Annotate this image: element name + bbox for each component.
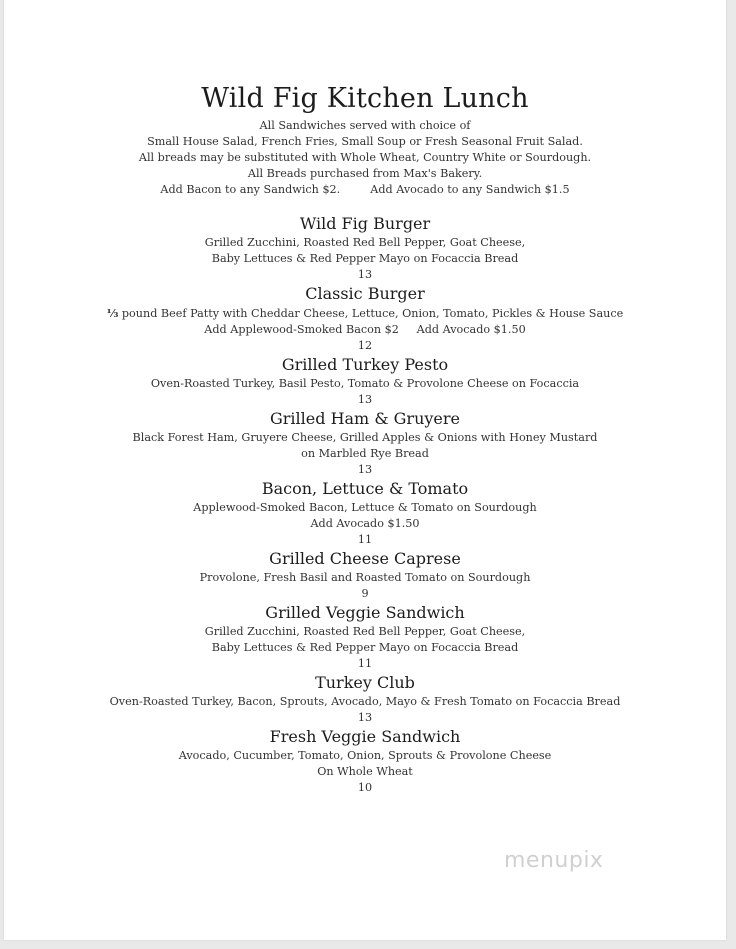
item-price: 13 bbox=[357, 711, 373, 724]
item-price: 11 bbox=[357, 533, 373, 546]
item-description: Grilled Zucchini, Roasted Red Bell Pepper, Goat Cheese, bbox=[204, 625, 526, 638]
menu-items bbox=[4, 214, 726, 796]
page-title: Wild Fig Kitchen Lunch bbox=[201, 83, 529, 114]
item-description: Oven-Roasted Turkey, Bacon, Sprouts, Avocado, Mayo & Fresh Tomato on Focaccia Bread bbox=[109, 695, 621, 708]
item-price: 13 bbox=[357, 393, 373, 406]
menu-page bbox=[4, 0, 726, 940]
item-name: Turkey Club bbox=[315, 673, 415, 692]
intro-line: Small House Salad, French Fries, Small Soup or Fresh Seasonal Fruit Salad. bbox=[147, 135, 583, 148]
addon-bacon: Add Bacon to any Sandwich $2. bbox=[160, 183, 341, 196]
item-name: Grilled Cheese Caprese bbox=[269, 549, 461, 568]
intro-text bbox=[4, 118, 726, 198]
item-description: On Whole Wheat bbox=[317, 765, 413, 778]
item-description: Baby Lettuces & Red Pepper Mayo on Focaccia Bread bbox=[211, 252, 519, 265]
menu-item bbox=[4, 673, 726, 726]
addon-avocado: Add Avocado to any Sandwich $1.5 bbox=[370, 183, 570, 196]
item-description: Applewood-Smoked Bacon, Lettuce & Tomato on Sourdough bbox=[193, 501, 537, 514]
menupix-watermark: menupix bbox=[504, 848, 604, 873]
item-price: 12 bbox=[357, 339, 373, 352]
menu-item bbox=[4, 727, 726, 796]
menu-item bbox=[4, 284, 726, 354]
fraction-glyph: ⅓ bbox=[106, 306, 119, 320]
item-price: 11 bbox=[357, 657, 373, 670]
menu-item bbox=[4, 214, 726, 283]
menu-item bbox=[4, 479, 726, 548]
item-description: Avocado, Cucumber, Tomato, Onion, Sprouts & Provolone Cheese bbox=[178, 749, 552, 762]
item-description: Baby Lettuces & Red Pepper Mayo on Focaccia Bread bbox=[211, 641, 519, 654]
item-name: Grilled Turkey Pesto bbox=[281, 355, 449, 374]
item-name: Grilled Ham & Gruyere bbox=[269, 409, 460, 428]
item-name: Wild Fig Burger bbox=[299, 214, 431, 233]
item-name: Classic Burger bbox=[305, 284, 425, 303]
item-price: 10 bbox=[357, 781, 373, 794]
item-price: 9 bbox=[361, 587, 369, 600]
item-description: Black Forest Ham, Gruyere Cheese, Grilled Apples & Onions with Honey Mustard bbox=[132, 431, 598, 444]
intro-addons bbox=[4, 182, 726, 198]
menu-content bbox=[4, 82, 726, 796]
menu-item bbox=[4, 409, 726, 478]
item-price: 13 bbox=[357, 463, 373, 476]
intro-line: All Breads purchased from Max's Bakery. bbox=[247, 167, 483, 180]
menu-item bbox=[4, 549, 726, 602]
intro-line: All breads may be substituted with Whole Wheat, Country White or Sourdough. bbox=[138, 151, 592, 164]
menu-item bbox=[4, 603, 726, 672]
item-price: 13 bbox=[357, 268, 373, 281]
item-description: Provolone, Fresh Basil and Roasted Tomato on Sourdough bbox=[199, 571, 531, 584]
menu-item bbox=[4, 355, 726, 408]
item-description: Oven-Roasted Turkey, Basil Pesto, Tomato & Provolone Cheese on Focaccia bbox=[150, 377, 580, 390]
item-description: on Marbled Rye Bread bbox=[301, 447, 429, 460]
item-description: Add Avocado $1.50 bbox=[310, 517, 420, 530]
intro-line: All Sandwiches served with choice of bbox=[259, 119, 471, 132]
item-description: ⅓ pound Beef Patty with Cheddar Cheese, Lettuce, Onion, Tomato, Pickles & House Sauce bbox=[106, 306, 624, 320]
item-name: Grilled Veggie Sandwich bbox=[265, 603, 465, 622]
item-description: Grilled Zucchini, Roasted Red Bell Pepper, Goat Cheese, bbox=[204, 236, 526, 249]
item-name: Bacon, Lettuce & Tomato bbox=[261, 479, 469, 498]
item-description: Add Applewood-Smoked Bacon $2 Add Avocado $1.50 bbox=[204, 323, 526, 336]
item-name: Fresh Veggie Sandwich bbox=[269, 727, 461, 746]
